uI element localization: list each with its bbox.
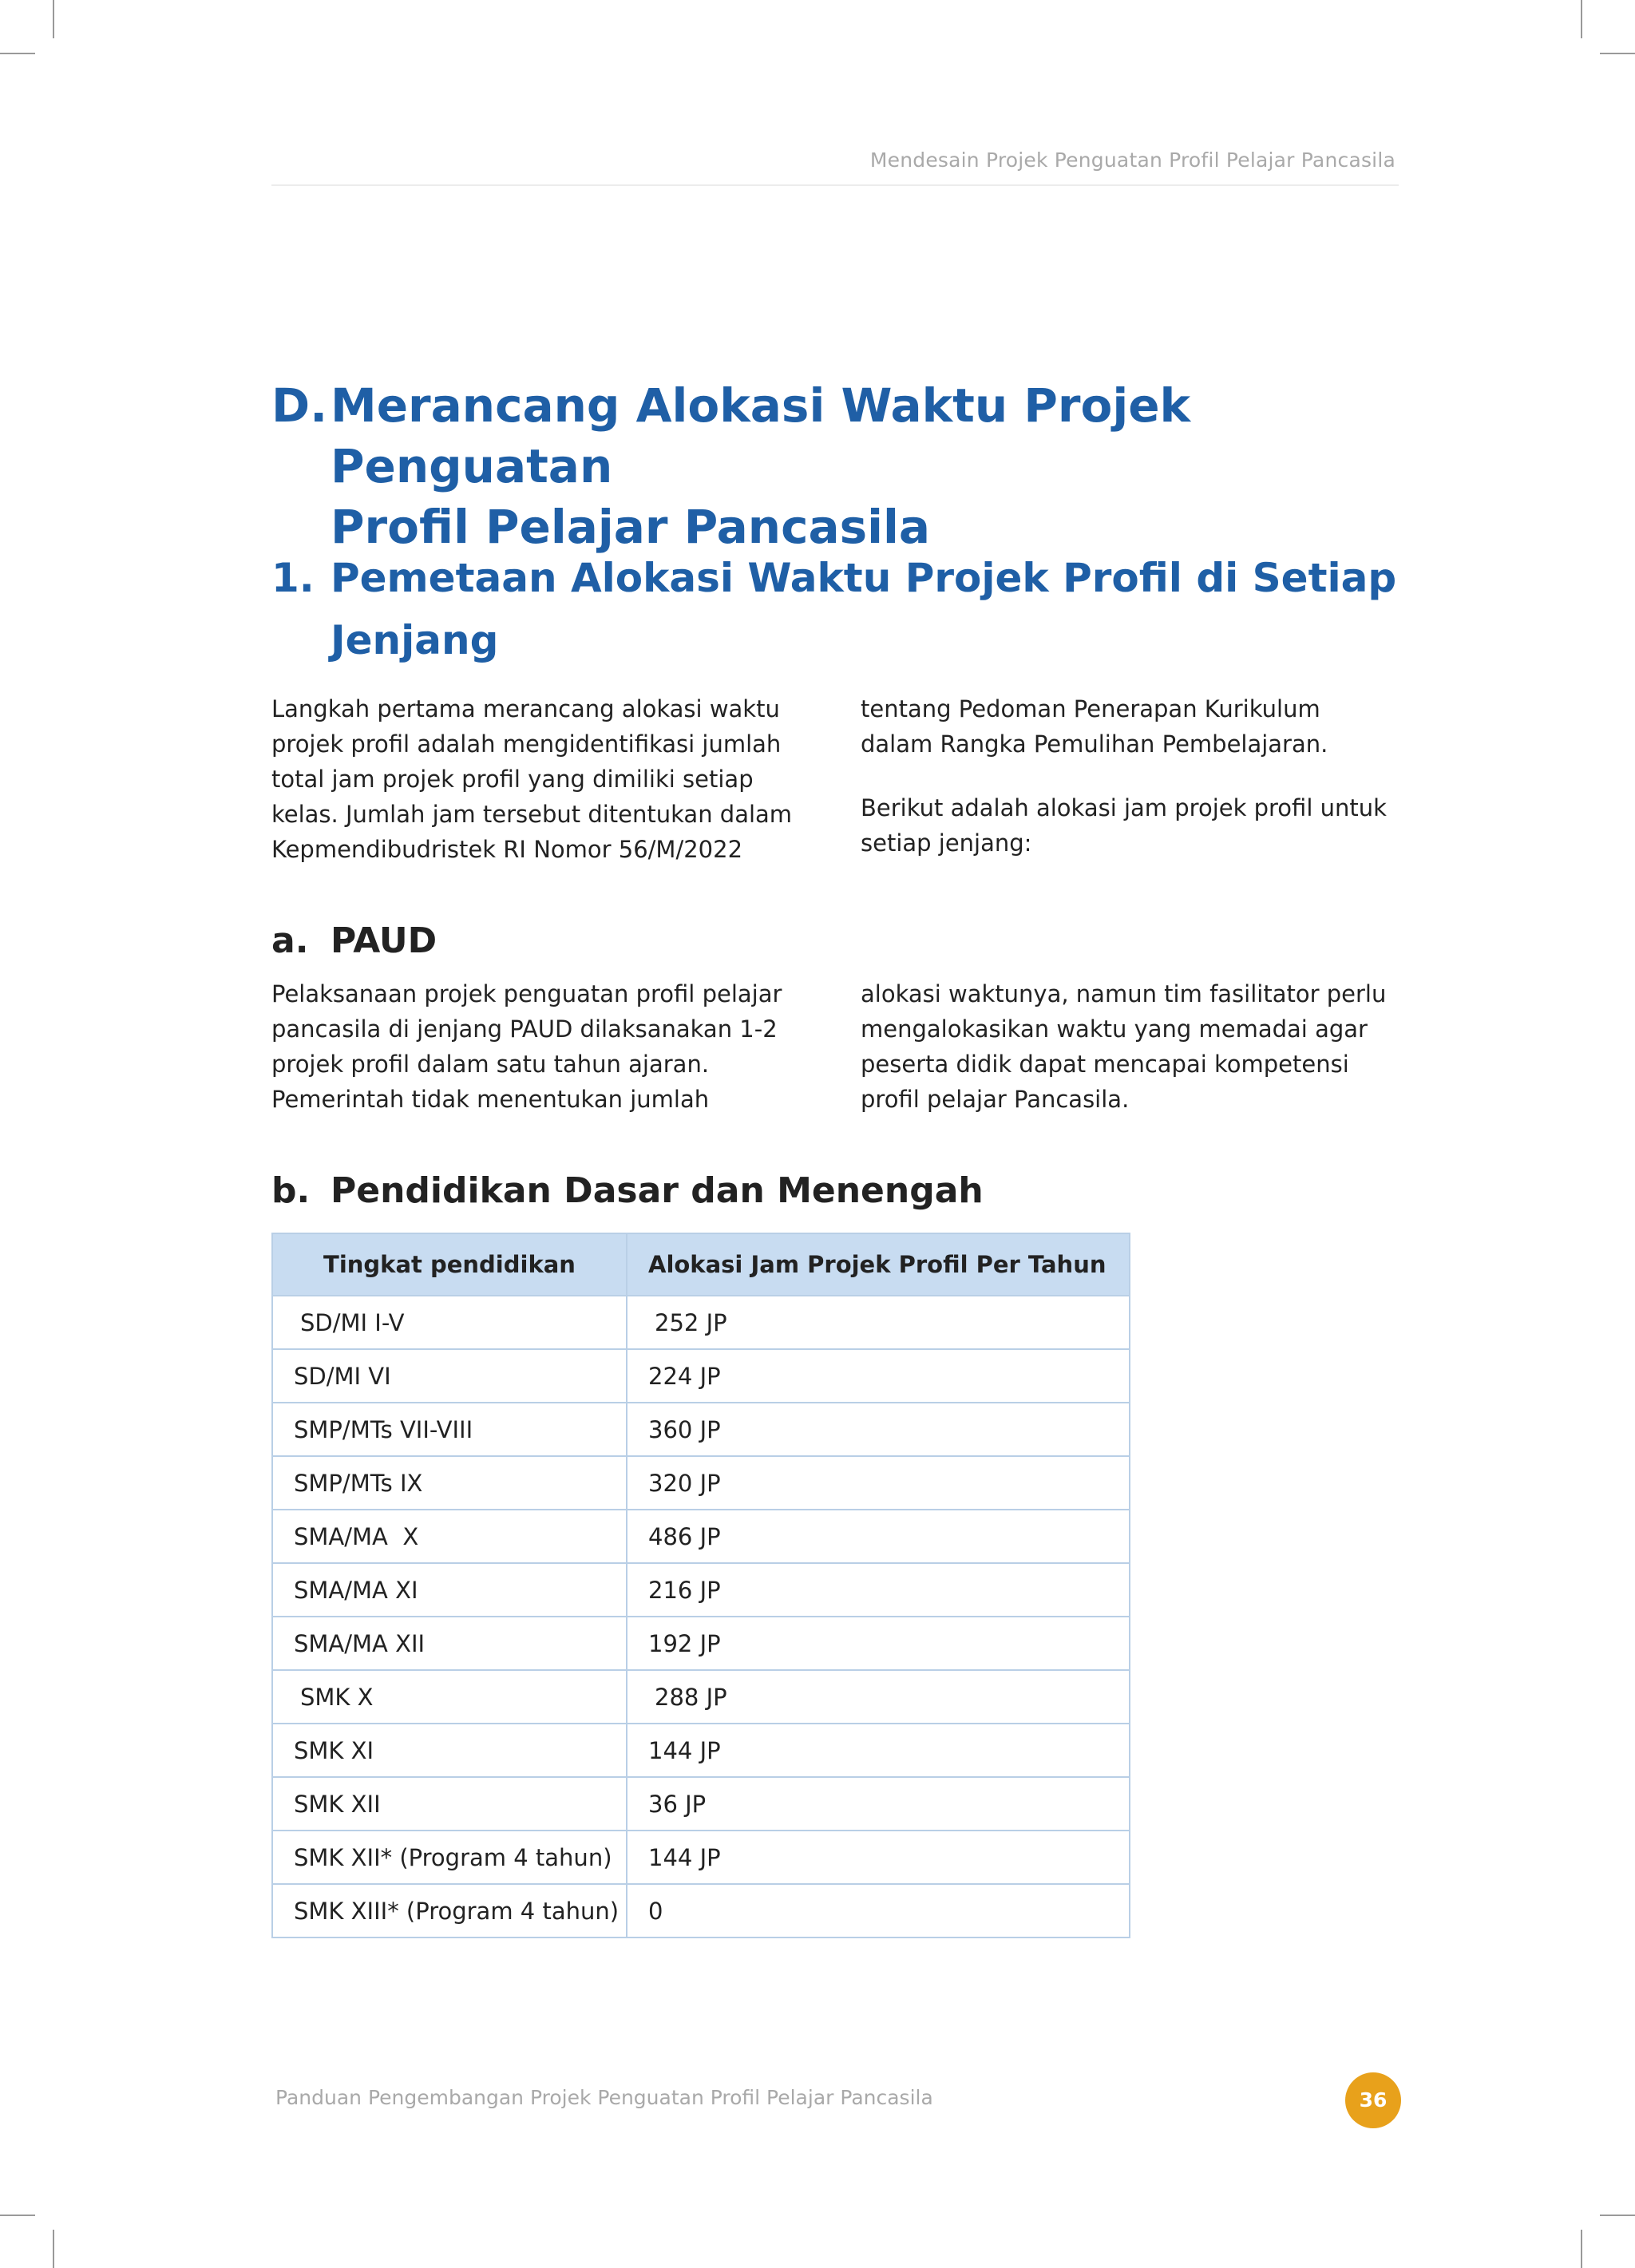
intro-right-column: [861, 691, 1388, 861]
page-number-badge: 36: [1345, 2072, 1401, 2128]
intro-paragraph-allocation: Berikut adalah alokasi jam projek profil untuk setiap jenjang:: [861, 794, 1387, 857]
level-cell: SMA/MA X: [272, 1510, 627, 1563]
section-heading: [271, 375, 1405, 557]
running-header: Mendesain Projek Penguatan Profil Pelajar Pancasila: [869, 148, 1395, 172]
hours-cell: 192 JP: [627, 1617, 1130, 1670]
hours-cell: 216 JP: [627, 1563, 1130, 1617]
dasar-heading: [271, 1168, 984, 1214]
table-row: [272, 1403, 1130, 1456]
level-cell: SMK X: [272, 1670, 627, 1724]
dasar-label: b.: [271, 1170, 311, 1211]
header-level: Tingkat pendidikan: [272, 1233, 627, 1296]
paud-label: a.: [271, 920, 309, 961]
dasar-title: Pendidikan Dasar dan Menengah: [331, 1170, 984, 1211]
table-row: [272, 1831, 1130, 1884]
level-cell: SMK XII* (Program 4 tahun): [272, 1831, 627, 1884]
hours-cell: 144 JP: [627, 1831, 1130, 1884]
subsection-title-line-2: Jenjang: [331, 617, 499, 663]
crop-mark: [0, 53, 35, 54]
table-row: [272, 1617, 1130, 1670]
paud-paragraph: Pelaksanaan projek penguatan profil pelajar pancasila di jenjang PAUD dilaksanakan 1-2 projek profil dalam satu tahun ajaran. Pemerintah tidak menentukan jumlah: [271, 980, 782, 1113]
paud-left-column: [271, 976, 798, 1117]
table-row: [272, 1456, 1130, 1510]
subsection-heading: [271, 547, 1405, 671]
crop-mark: [1581, 2230, 1582, 2268]
table-row: [272, 1296, 1130, 1349]
hours-cell: 288 JP: [627, 1670, 1130, 1724]
table-row: [272, 1670, 1130, 1724]
level-cell: SMK XIII* (Program 4 tahun): [272, 1884, 627, 1937]
paud-right-column: [861, 976, 1388, 1117]
hours-cell: 36 JP: [627, 1777, 1130, 1831]
section-title-line-1: Merancang Alokasi Waktu Projek Penguatan: [331, 378, 1191, 493]
footer-title: Panduan Pengembangan Projek Penguatan Profil Pelajar Pancasila: [275, 2086, 933, 2109]
level-cell: SMK XI: [272, 1724, 627, 1777]
level-cell: SMA/MA XII: [272, 1617, 627, 1670]
intro-paragraph-continued: tentang Pedoman Penerapan Kurikulum dalam Rangka Pemulihan Pembelajaran.: [861, 695, 1328, 758]
crop-mark: [1600, 2215, 1635, 2216]
subsection-number: 1.: [271, 555, 315, 601]
crop-mark: [53, 2230, 54, 2268]
header-divider: [271, 184, 1399, 186]
crop-mark: [1600, 53, 1635, 54]
hours-cell: 360 JP: [627, 1403, 1130, 1456]
table-row: [272, 1724, 1130, 1777]
section-number: D.: [271, 378, 328, 433]
level-cell: SMP/MTs VII-VIII: [272, 1403, 627, 1456]
table-row: [272, 1510, 1130, 1563]
level-cell: SMP/MTs IX: [272, 1456, 627, 1510]
section-title-line-2: Profil Pelajar Pancasila: [331, 500, 931, 554]
header-allocation: Alokasi Jam Projek Profil Per Tahun: [627, 1233, 1130, 1296]
intro-paragraph: Langkah pertama merancang alokasi waktu projek profil adalah mengidentifikasi jumlah total jam projek profil yang dimiliki setiap kelas. Jumlah jam tersebut ditentukan dalam Kepmendibudristek RI Nomor 56/M/2022: [271, 695, 793, 863]
table-row: [272, 1563, 1130, 1617]
intro-left-column: [271, 691, 798, 867]
table-header-row: [272, 1233, 1130, 1296]
hours-cell: 0: [627, 1884, 1130, 1937]
level-cell: SMK XII: [272, 1777, 627, 1831]
hours-cell: 320 JP: [627, 1456, 1130, 1510]
hours-cell: 252 JP: [627, 1296, 1130, 1349]
crop-mark: [1581, 0, 1582, 38]
hours-cell: 144 JP: [627, 1724, 1130, 1777]
table-row: [272, 1349, 1130, 1403]
level-cell: SD/MI I-V: [272, 1296, 627, 1349]
level-cell: SD/MI VI: [272, 1349, 627, 1403]
paud-paragraph-continued: alokasi waktunya, namun tim fasilitator perlu mengalokasikan waktu yang memadai agar peserta didik dapat mencapai kompetensi profil pelajar Pancasila.: [861, 980, 1387, 1113]
crop-mark: [0, 2215, 35, 2216]
table-row: [272, 1777, 1130, 1831]
allocation-table: [271, 1233, 1130, 1938]
paud-title: PAUD: [331, 920, 437, 961]
crop-mark: [53, 0, 54, 38]
paud-heading: [271, 918, 437, 964]
subsection-title-line-1: Pemetaan Alokasi Waktu Projek Profil di Setiap: [331, 555, 1397, 601]
hours-cell: 224 JP: [627, 1349, 1130, 1403]
level-cell: SMA/MA XI: [272, 1563, 627, 1617]
table-row: [272, 1884, 1130, 1937]
hours-cell: 486 JP: [627, 1510, 1130, 1563]
